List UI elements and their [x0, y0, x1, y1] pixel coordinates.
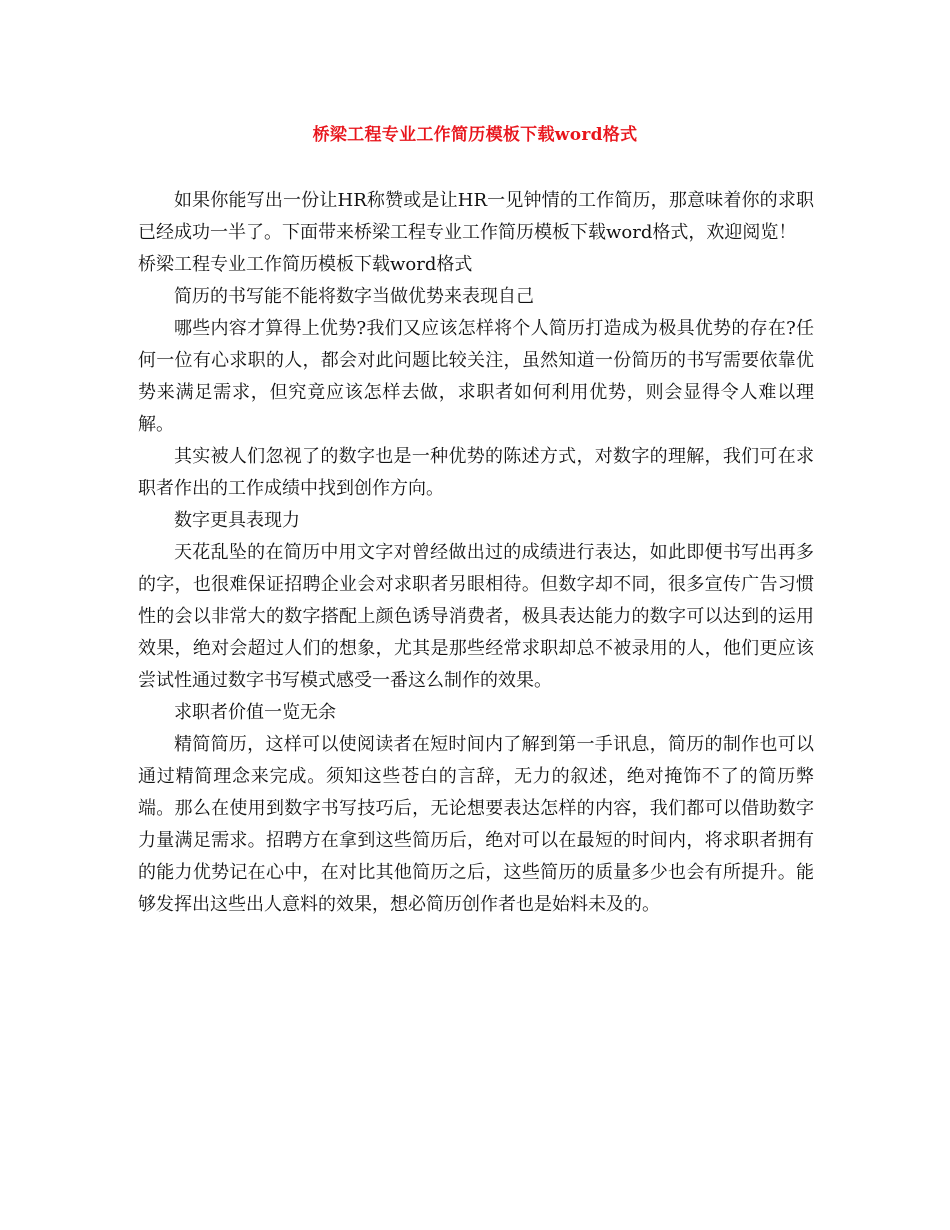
- intro-paragraph: 如果你能写出一份让HR称赞或是让HR一见钟情的工作简历，那意味着你的求职已经成功一半了。下面带来桥梁工程专业工作简历模板下载word格式，欢迎阅览！: [138, 190, 814, 243]
- body-paragraph: 哪些内容才算得上优势?我们又应该怎样将个人简历打造成为极具优势的存在?任何一位有心求职的人，都会对此问题比较关注，虽然知道一份简历的书写需要依靠优势来满足需求，但究竟应该怎样去做，求职者如何利用优势，则会显得令人难以理解。: [138, 318, 814, 435]
- section-heading: 桥梁工程专业工作简历模板下载word格式: [138, 254, 473, 275]
- document-body: [138, 185, 814, 921]
- body-paragraph: 天花乱坠的在简历中用文字对曾经做出过的成绩进行表达，如此即便书写出再多的字，也很难保证招聘企业会对求职者另眼相待。但数字却不同，很多宣传广告习惯性的会以非常大的数字搭配上颜色诱导消费者，极具表达能力的数字可以达到的运用效果，绝对会超过人们的想象，尤其是那些经常求职却总不被录用的人，他们更应该尝试性通过数字书写模式感受一番这么制作的效果。: [138, 542, 814, 691]
- subheading-numbers-advantage: 简历的书写能不能将数字当做优势来表现自己: [174, 286, 534, 307]
- body-paragraph: 其实被人们忽视了的数字也是一种优势的陈述方式，对数字的理解，我们可在求职者作出的工作成绩中找到创作方向。: [138, 446, 814, 499]
- subheading-candidate-value: 求职者价值一览无余: [174, 702, 336, 723]
- document-title: 桥梁工程专业工作简历模板下载word格式: [312, 125, 638, 145]
- body-paragraph: 精简简历，这样可以使阅读者在短时间内了解到第一手讯息，简历的制作也可以通过精简理念来完成。须知这些苍白的言辞，无力的叙述，绝对掩饰不了的简历弊端。那么在使用到数字书写技巧后，无论想要表达怎样的内容，我们都可以借助数字力量满足需求。招聘方在拿到这些简历后，绝对可以在最短的时间内，将求职者拥有的能力优势记在心中，在对比其他简历之后，这些简历的质量多少也会有所提升。能够发挥出这些出人意料的效果，想必简历创作者也是始料未及的。: [138, 734, 814, 915]
- subheading-expressive-numbers: 数字更具表现力: [174, 510, 300, 531]
